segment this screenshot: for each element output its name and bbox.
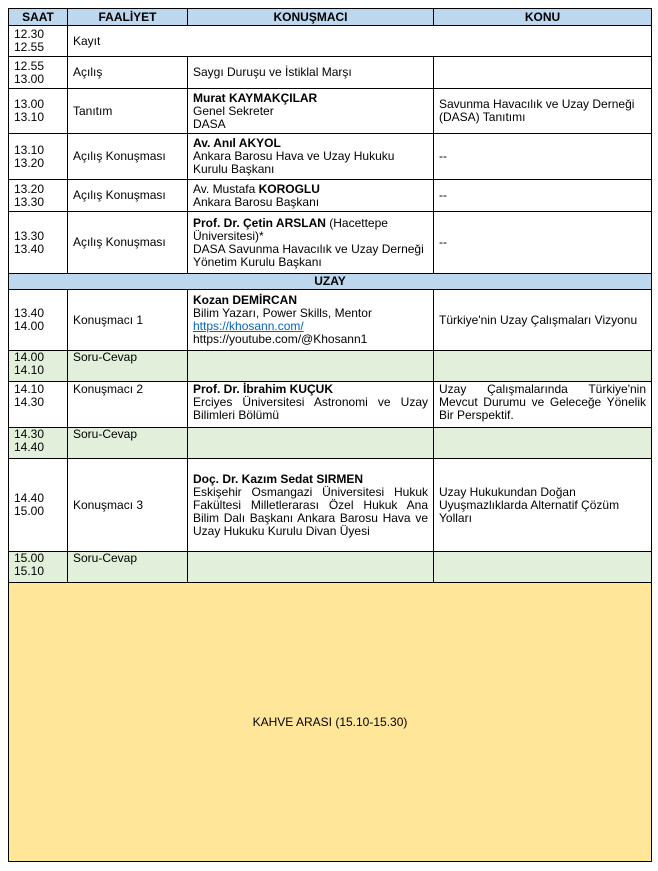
time-cell: 14.10 14.30	[9, 382, 68, 428]
activity-cell: Kayıt	[68, 26, 652, 57]
activity-cell: Konuşmacı 3	[68, 459, 188, 552]
speaker-name: Murat KAYMAKÇILAR	[193, 90, 318, 105]
speaker-name: Prof. Dr. İbrahim KUÇUK	[193, 382, 334, 396]
table-row	[9, 89, 652, 134]
activity-cell: Soru-Cevap	[68, 428, 188, 459]
speaker-cell: Doç. Dr. Kazım Sedat SIRMEN Eskişehir Osmangazi Üniversitesi Hukuk Fakültesi Milletlerarası Özel Hukuk Ana Bilim Dalı Başkanı Ankara Barosu Hava ve Uzay Hukuku Kurulu Divan Üyesi	[188, 459, 434, 552]
speaker-cell	[188, 428, 434, 459]
table-row	[9, 552, 652, 583]
speaker-cell: Prof. Dr. Çetin ARSLAN (Hacettepe Üniversitesi)* DASA Savunma Havacılık ve Uzay Derneği Yönetim Kurulu Başkanı	[188, 212, 434, 274]
topic-cell: Uzay Hukukundan Doğan Uyuşmazlıklarda Alternatif Çözüm Yolları	[434, 459, 652, 552]
topic-cell	[434, 351, 652, 382]
activity-cell: Açılış Konuşması	[68, 212, 188, 274]
coffee-break-label: KAHVE ARASI (15.10-15.30)	[9, 583, 652, 862]
youtube-text: https://youtube.com/@Khosann1	[193, 332, 368, 346]
topic-cell: Türkiye'nin Uzay Çalışmaları Vizyonu	[434, 290, 652, 351]
table-row	[9, 180, 652, 212]
time-cell: 15.00 15.10	[9, 552, 68, 583]
speaker-name: Prof. Dr. Çetin ARSLAN	[193, 215, 326, 230]
time-cell: 13.10 13.20	[9, 134, 68, 180]
time-cell: 13.30 13.40	[9, 212, 68, 274]
topic-cell	[434, 552, 652, 583]
table-row	[9, 57, 652, 89]
table-row	[9, 212, 652, 274]
time-cell: 14.40 15.00	[9, 459, 68, 552]
time-cell: 14.00 14.10	[9, 351, 68, 382]
activity-cell: Açılış	[68, 57, 188, 89]
section-row	[9, 274, 652, 290]
time-cell: 13.40 14.00	[9, 290, 68, 351]
activity-cell: Konuşmacı 1	[68, 290, 188, 351]
program-table	[8, 8, 652, 862]
speaker-cell	[188, 351, 434, 382]
header-speaker: KONUŞMACI	[188, 9, 434, 26]
topic-cell	[434, 428, 652, 459]
activity-cell: Açılış Konuşması	[68, 134, 188, 180]
table-row	[9, 382, 652, 428]
activity-cell: Soru-Cevap	[68, 552, 188, 583]
section-label: UZAY	[9, 274, 652, 290]
activity-cell: Tanıtım	[68, 89, 188, 134]
table-row	[9, 428, 652, 459]
speaker-cell	[188, 552, 434, 583]
topic-cell: --	[434, 134, 652, 180]
speaker-name: Av. Anıl AKYOL	[193, 136, 281, 150]
table-row	[9, 26, 652, 57]
speaker-cell: Prof. Dr. İbrahim KUÇUK Erciyes Üniversitesi Astronomi ve Uzay Bilimleri Bölümü	[188, 382, 434, 428]
table-row	[9, 459, 652, 552]
topic-cell: Uzay Çalışmalarında Türkiye'nin Mevcut Durumu ve Geleceğe Yönelik Bir Perspektif.	[434, 382, 652, 428]
time-cell: 14.30 14.40	[9, 428, 68, 459]
speaker-name: Kozan DEMİRCAN	[193, 293, 297, 307]
speaker-cell: Murat KAYMAKÇILAR Genel Sekreter DASA	[188, 89, 434, 134]
topic-cell: Savunma Havacılık ve Uzay Derneği (DASA) Tanıtımı	[434, 89, 652, 134]
topic-cell: --	[434, 212, 652, 274]
header-time: SAAT	[9, 9, 68, 26]
table-row	[9, 134, 652, 180]
speaker-cell: Av. Anıl AKYOL Ankara Barosu Hava ve Uzay Hukuku Kurulu Başkanı	[188, 134, 434, 180]
time-cell: 13.20 13.30	[9, 180, 68, 212]
speaker-name: KOROGLU	[258, 181, 320, 196]
table-row	[9, 290, 652, 351]
time-cell: 12.55 13.00	[9, 57, 68, 89]
activity-cell: Açılış Konuşması	[68, 180, 188, 212]
header-topic: KONU	[434, 9, 652, 26]
topic-cell	[434, 57, 652, 89]
coffee-break-row	[9, 583, 652, 862]
speaker-cell: Av. Mustafa KOROGLU Ankara Barosu Başkanı	[188, 180, 434, 212]
topic-cell: --	[434, 180, 652, 212]
activity-cell: Soru-Cevap	[68, 351, 188, 382]
website-link[interactable]: https://khosann.com/	[193, 319, 304, 333]
time-cell: 12.30 12.55	[9, 26, 68, 57]
time-cell: 13.00 13.10	[9, 89, 68, 134]
activity-cell: Konuşmacı 2	[68, 382, 188, 428]
speaker-cell: Saygı Duruşu ve İstiklal Marşı	[188, 57, 434, 89]
speaker-cell: Kozan DEMİRCAN Bilim Yazarı, Power Skills, Mentor https://khosann.com/ https://youtube.com/@Khosann1	[188, 290, 434, 351]
table-row	[9, 351, 652, 382]
header-activity: FAALİYET	[68, 9, 188, 26]
header-row	[9, 9, 652, 26]
speaker-name: Doç. Dr. Kazım Sedat SIRMEN	[193, 471, 364, 486]
